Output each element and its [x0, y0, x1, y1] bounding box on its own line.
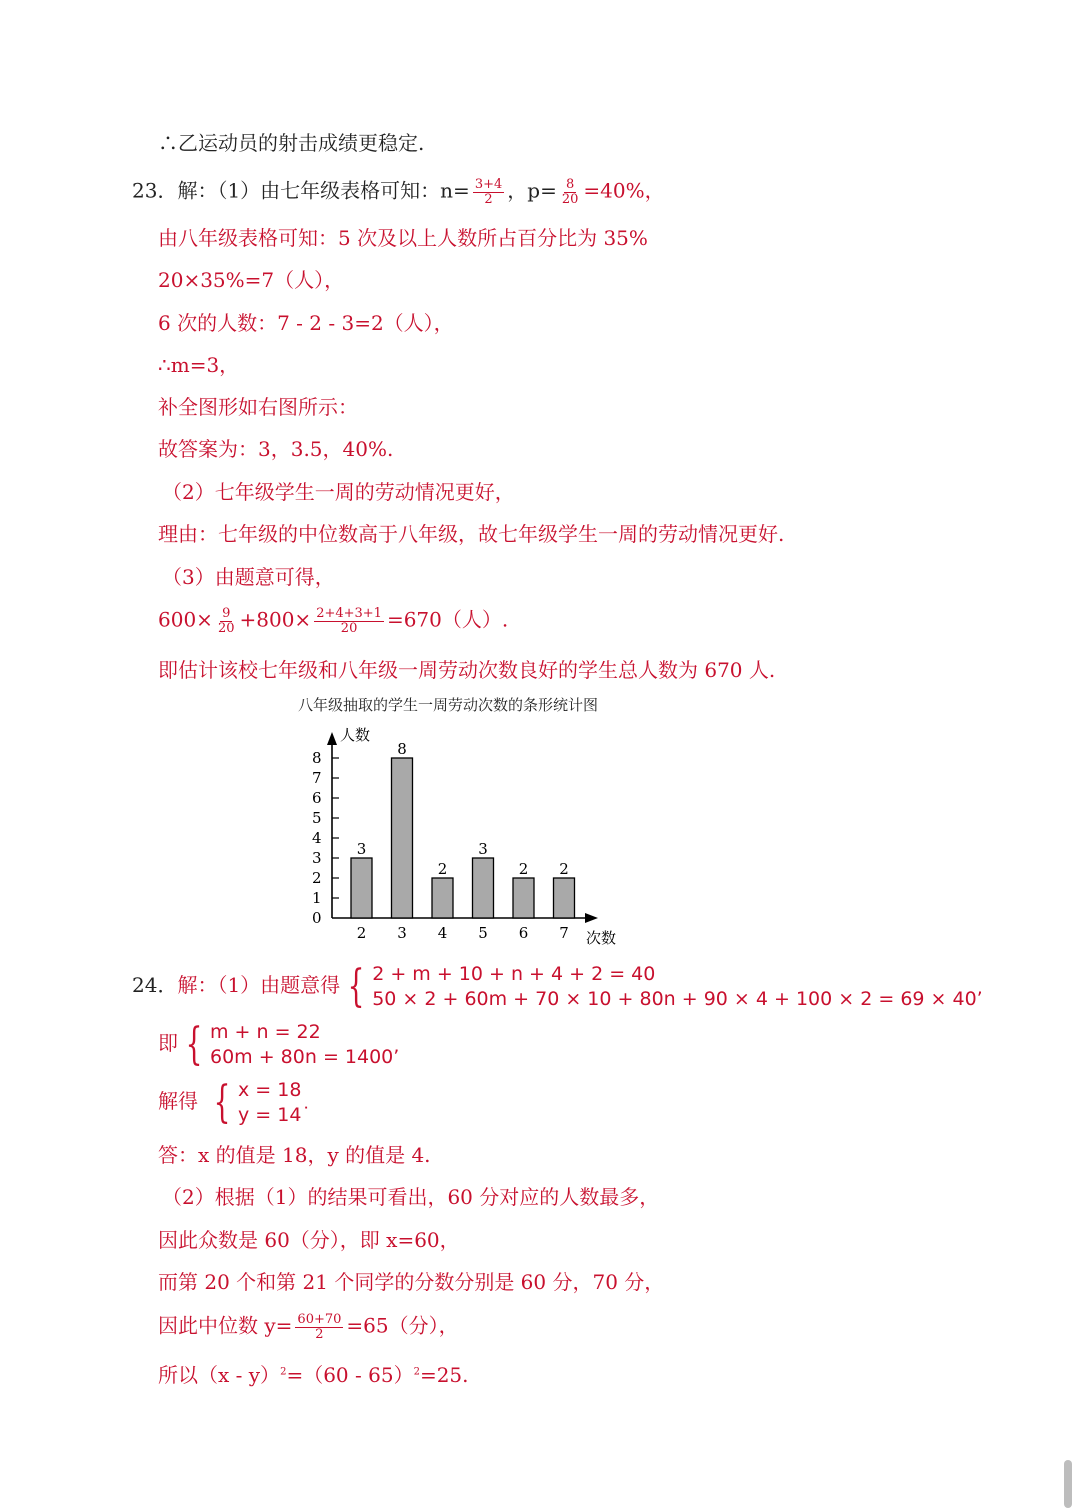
equation-row: m + n = 22 — [210, 1021, 321, 1043]
line-six-times: 6 次的人数：7 - 2 - 3=2（人）， — [158, 311, 454, 335]
q23-intro: 解：（1）由七年级表格可知：n= — [177, 178, 470, 203]
x-axis-arrow — [585, 913, 598, 923]
y-tick-label: 8 — [312, 749, 322, 767]
bar-4 — [432, 878, 453, 918]
equation-row: 2 + m + 10 + n + 4 + 2 = 40 — [372, 963, 656, 985]
equation-system-1 — [340, 962, 983, 1011]
final-part2: =（60 - 65） — [286, 1363, 414, 1387]
equation-row: 50 × 2 + 60m + 70 × 10 + 80n + 90 × 4 + 100 × 2 = 69 × 40’ — [372, 987, 983, 1010]
solution-intro: 解得 — [158, 1089, 198, 1114]
bar-5 — [473, 858, 494, 918]
fraction-den: 2 — [315, 1326, 324, 1342]
bar-6 — [513, 878, 534, 918]
fraction-num: 3+4 — [474, 177, 503, 192]
y-axis-label: 人数 — [340, 726, 371, 744]
y-tick-label: 7 — [312, 769, 322, 787]
line-solution-system — [158, 1078, 311, 1127]
exponent: 2 — [280, 1366, 287, 1378]
bar-7 — [554, 878, 575, 918]
line-part2-24: （2）根据（1）的结果可看出，60 分对应的人数最多， — [162, 1185, 660, 1209]
simplified-intro: 即 — [158, 1031, 178, 1056]
line-final — [158, 1363, 469, 1387]
bar-chart — [298, 694, 638, 956]
line-estimate-conclusion: 即估计该校七年级和八年级一周劳动次数良好的学生总人数为 670 人. — [158, 658, 776, 682]
q24-line1 — [132, 962, 983, 1011]
y-tick-label: 5 — [312, 809, 322, 827]
fraction-den: 20 — [340, 620, 358, 636]
line-answer: 故答案为：3，3.5，40%. — [158, 437, 394, 461]
line-reason: 理由：七年级的中位数高于八年级，故七年级学生一周的劳动情况更好. — [158, 522, 785, 546]
y-tick-label: 4 — [312, 829, 322, 847]
bar-3 — [392, 758, 413, 918]
final-part3: =25. — [419, 1363, 469, 1387]
x-tick-label: 5 — [478, 924, 488, 942]
equation-row: 60m + 80n = 1400’ — [210, 1045, 400, 1068]
fraction-n — [473, 178, 504, 206]
calc-part2: +800× — [239, 607, 312, 632]
data-label: 3 — [478, 840, 488, 858]
x-tick-label: 3 — [397, 924, 407, 942]
fraction-den: 2 — [484, 191, 493, 207]
data-label: 2 — [559, 860, 569, 878]
line-percent: 由八年级表格可知：5 次及以上人数所占百分比为 35% — [158, 226, 648, 250]
line-m-value: ∴m=3， — [158, 353, 240, 377]
line-seven-people: 20×35%=7（人）， — [158, 268, 345, 292]
fraction-p — [560, 178, 581, 206]
fraction-eighth — [314, 607, 384, 635]
y-axis-arrow — [327, 732, 337, 745]
x-tick-label: 4 — [437, 924, 448, 942]
chart-svg — [298, 718, 638, 954]
line-complete-chart: 补全图形如右图所示： — [158, 395, 358, 419]
data-label: 2 — [518, 860, 529, 878]
brace: { — [347, 960, 365, 1012]
line-estimate-calc — [158, 607, 508, 635]
line-part2: （2）七年级学生一周的劳动情况更好， — [162, 480, 515, 504]
y-tick-label: 3 — [312, 849, 322, 867]
equation-system-3 — [206, 1078, 311, 1127]
line-mode: 因此众数是 60（分），即 x=60， — [158, 1228, 460, 1252]
y-tick-label: 1 — [312, 889, 322, 907]
line-answer-xy: 答：x 的值是 18，y 的值是 4. — [158, 1143, 431, 1167]
fraction-seventh — [216, 607, 237, 635]
x-tick-label: 6 — [518, 924, 529, 942]
line-conclusion-prev: ∴乙运动员的射击成绩更稳定. — [158, 131, 425, 155]
data-label: 3 — [356, 840, 367, 858]
q23-p-result: =40%， — [583, 178, 665, 203]
chart-title: 八年级抽取的学生一周劳动次数的条形统计图 — [298, 696, 599, 714]
fraction-num: 8 — [565, 177, 575, 192]
y-tick-label: 0 — [312, 909, 322, 927]
bar-2 — [351, 858, 372, 918]
fraction-median — [295, 1313, 343, 1341]
x-tick-label: 7 — [559, 924, 569, 942]
line-scores: 而第 20 个和第 21 个同学的分数分别是 60 分，70 分， — [158, 1270, 665, 1294]
equation-system-2 — [178, 1020, 399, 1069]
scrollbar[interactable] — [1064, 1460, 1072, 1508]
x-axis-label: 次数 — [586, 929, 617, 947]
data-label: 2 — [437, 860, 448, 878]
line-part3: （3）由题意可得， — [162, 565, 335, 589]
fraction-den: 20 — [561, 191, 579, 207]
equation-row: x = 18 — [238, 1079, 302, 1101]
brace: { — [213, 1076, 231, 1128]
fraction-den: 20 — [217, 620, 235, 636]
y-tick-label: 2 — [312, 869, 322, 887]
brace: { — [185, 1018, 203, 1070]
q23-p-label: ，p= — [507, 178, 557, 203]
equation-row: y = 14˙ — [238, 1103, 311, 1126]
median-intro: 因此中位数 y= — [158, 1313, 293, 1338]
y-tick-label: 6 — [312, 789, 322, 807]
line-simplified-system — [158, 1020, 399, 1069]
fraction-num: 9 — [222, 606, 231, 621]
median-result: =65（分）， — [346, 1313, 459, 1338]
fraction-num: 2+4+3+1 — [316, 606, 382, 621]
exponent: 2 — [413, 1366, 420, 1378]
q23-number: 23． — [132, 178, 178, 203]
fraction-num: 60+70 — [297, 1312, 342, 1327]
q24-number: 24． — [132, 973, 178, 998]
data-label: 8 — [397, 740, 407, 758]
line-median — [158, 1313, 459, 1341]
x-tick-label: 2 — [356, 924, 367, 942]
q24-intro: 解：（1）由题意得 — [177, 973, 341, 998]
q23-line1 — [132, 178, 665, 206]
calc-part1: 600× — [158, 607, 213, 632]
final-part1: 所以（x - y） — [158, 1363, 281, 1387]
calc-result: =670（人）. — [386, 607, 509, 632]
